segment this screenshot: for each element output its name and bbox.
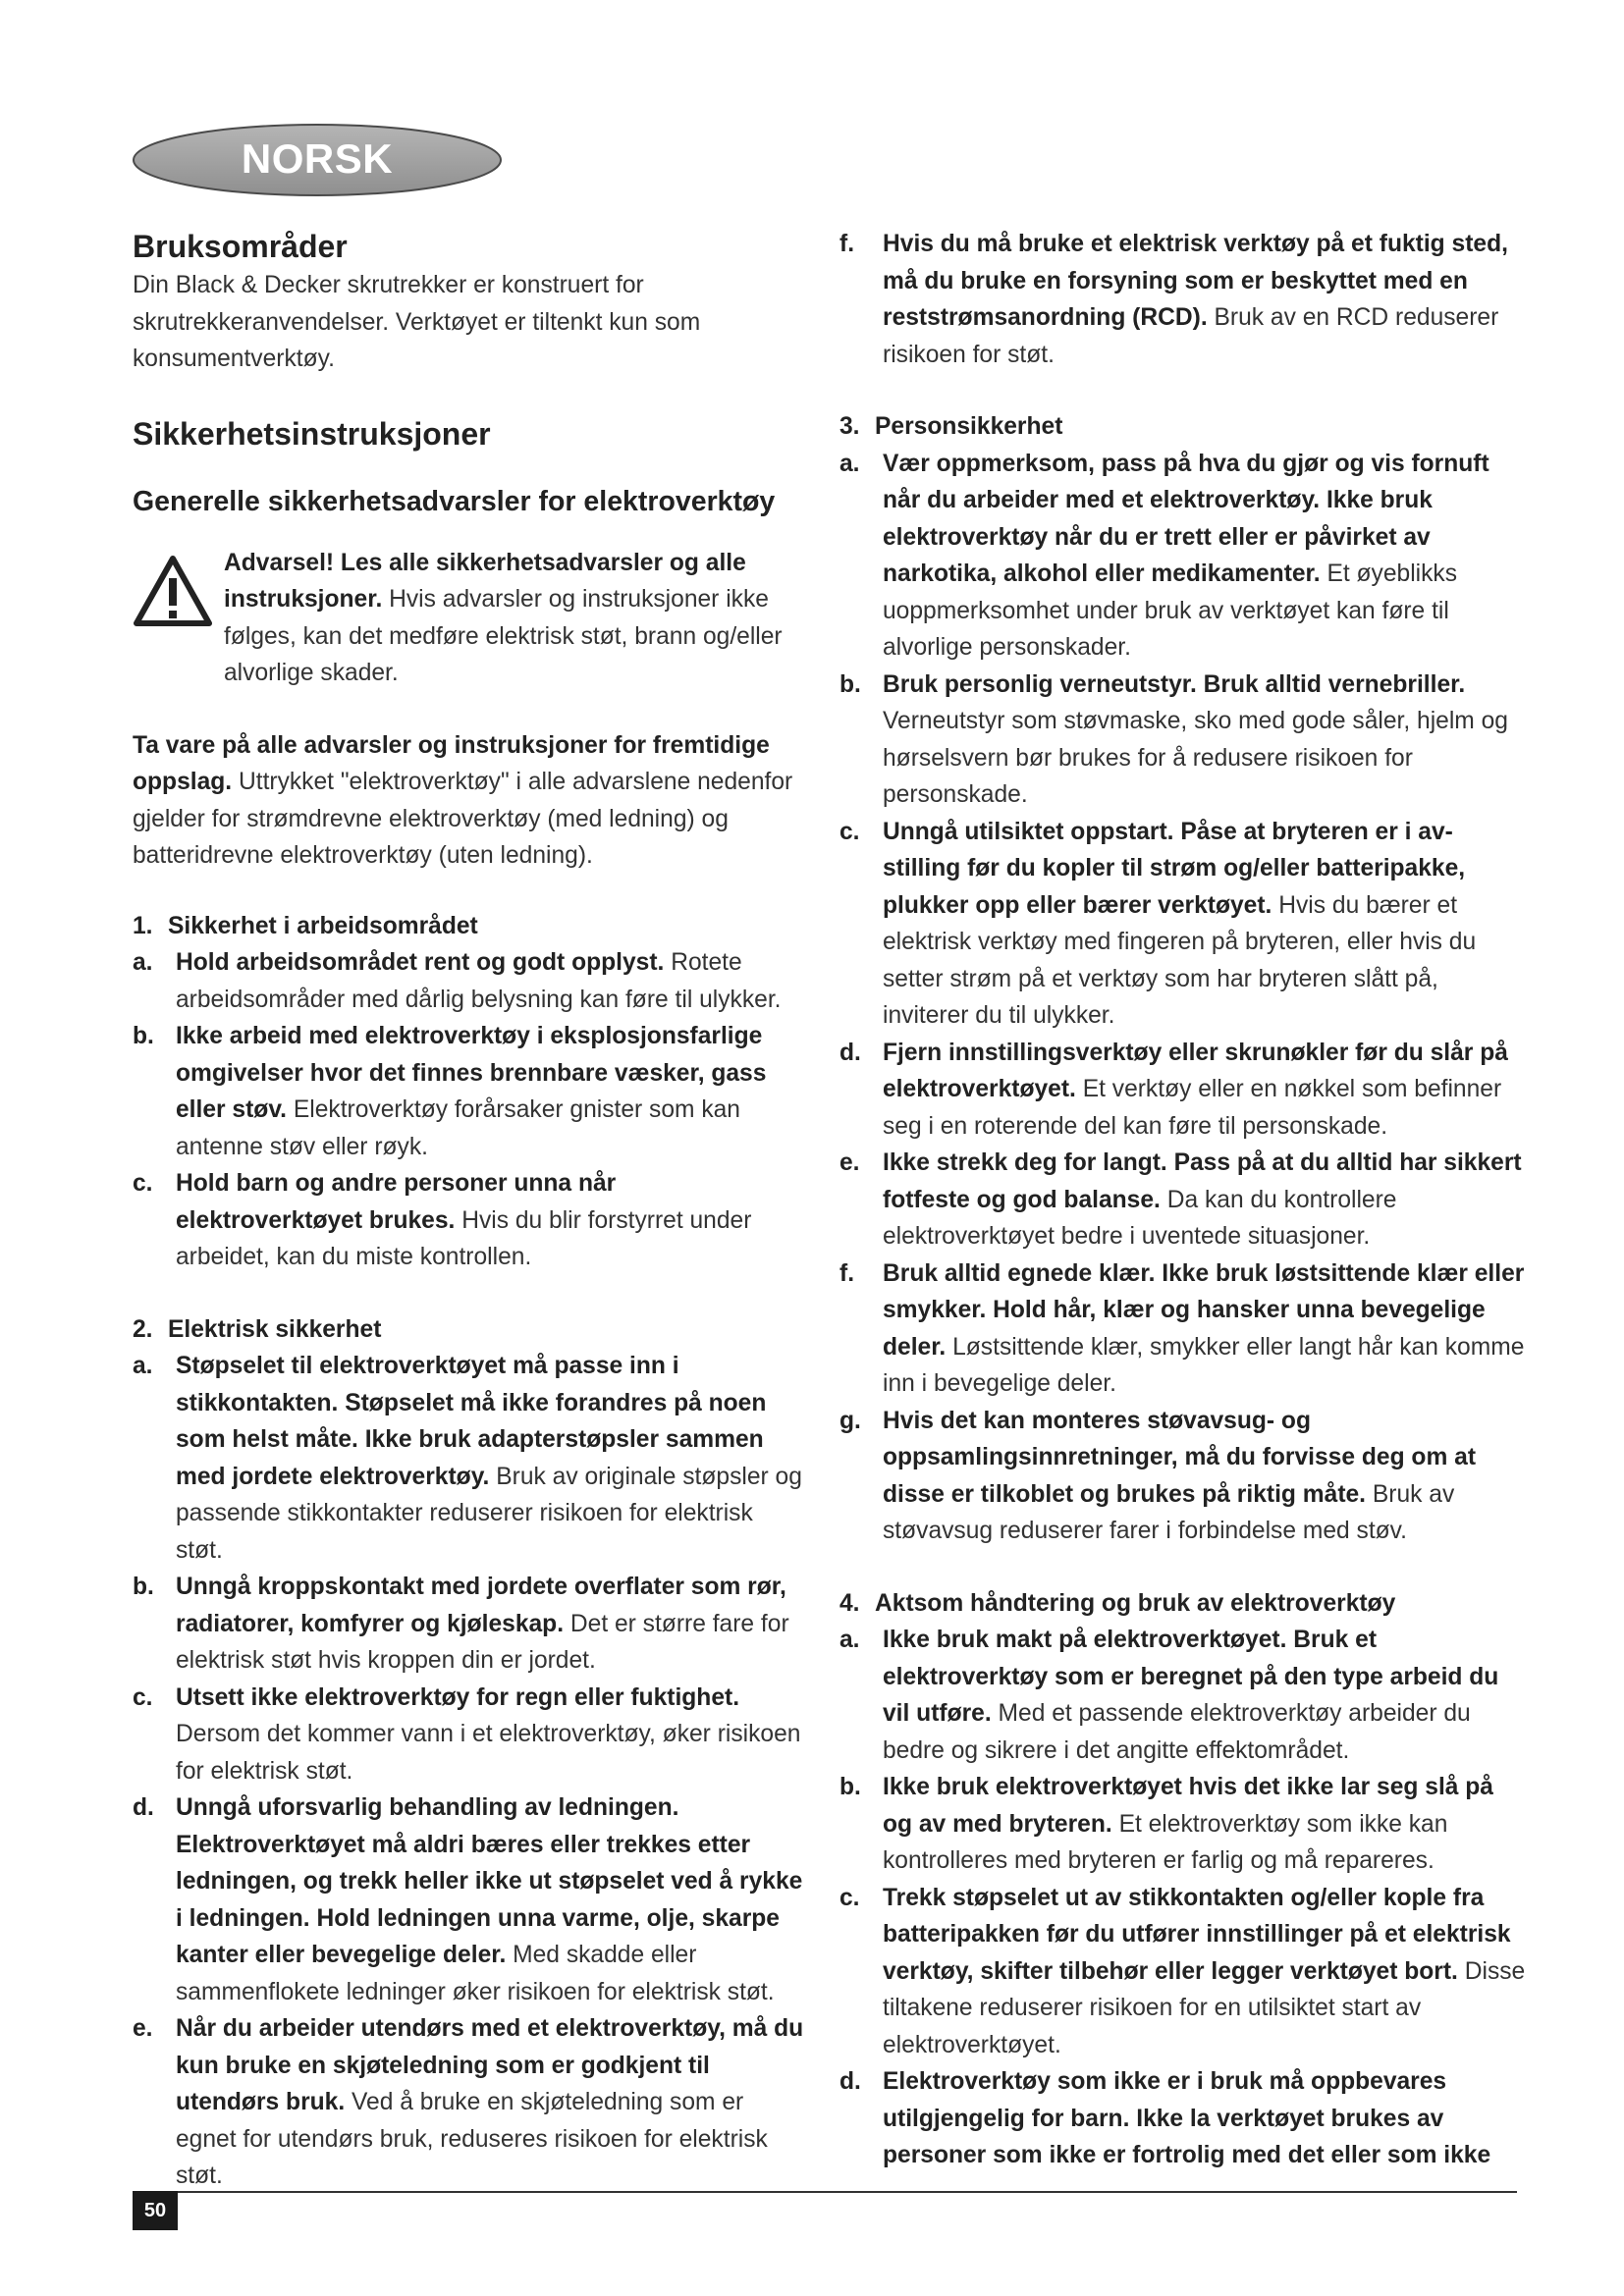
warning-bold: Advarsel! Les alle sikkerhetsadvarsler og alle instruksjoner. [224, 549, 746, 613]
item-bold-text: Hold barn og andre personer unna når elektroverktøyet brukes. [176, 1170, 617, 1234]
item-bold-text: Ikke bruk elektroverktøyet hvis det ikke lar seg slå på og av med bryteren. [883, 1774, 1493, 1838]
item-letter: b. [839, 1774, 861, 1800]
list-item [133, 1789, 805, 2010]
list-item [839, 1880, 1527, 2064]
item-letter: c. [133, 1170, 153, 1197]
item-bold-text: Unngå kroppskontakt med jordete overflater som rør, radiatorer, komfyrer og kjøleskap. [176, 1574, 786, 1637]
list-item [133, 944, 805, 1018]
item-letter: g. [839, 1407, 861, 1434]
item-letter: c. [839, 1884, 860, 1911]
section-4-heading: 4. Aktsom håndtering og bruk av elektroverktøy [839, 1589, 1396, 1617]
keep-bold: Ta vare på alle advarsler og instruksjoner for fremtidige oppslag. [133, 731, 770, 795]
item-letter: a. [839, 450, 860, 477]
list-item [133, 1018, 805, 1165]
item-bold-text: Hvis du må bruke et elektrisk verktøy på et fuktig sted, må du bruke en forsyning som er beskyttet med en reststrømsanordning (RCD). [883, 231, 1508, 331]
list-item [839, 2063, 1527, 2174]
item-bold-text: Unngå uforsvarlig behandling av ledningen. Elektroverktøyet må aldri bæres eller trekkes etter ledningen, og trekk heller ikke ut støpselet ved å rykke i ledningen. Hold ledningen unna varme, olje, skarpe kanter eller bevegelige deler. [176, 1794, 803, 1968]
section-1-heading: 1. Sikkerhet i arbeidsområdet [133, 912, 478, 939]
item-bold-text: Hvis det kan monteres støvavsug- og oppsamlingsinnretninger, må du forvisse deg om at disse er tilkoblet og brukes på riktig måte. [883, 1407, 1477, 1508]
item-bold-text: Når du arbeider utendørs med et elektroverktøy, må du kun bruke en skjøteledning som er godkjent til utendørs bruk. [176, 2015, 804, 2115]
item-text: Med et passende elektroverktøy arbeider du bedre og sikrere i det angitte effektområdet. [883, 1700, 1471, 1764]
page-number: 50 [133, 2191, 178, 2230]
item-text: Et verktøy eller en nøkkel som befinner seg i en roterende del kan føre til personskade. [883, 1076, 1502, 1140]
item-text: Bruk av støvavsug reduserer farer i forbindelse med støv. [883, 1480, 1455, 1544]
item-bold-text: Bruk alltid egnede klær. Ikke bruk løstsittende klær eller smykker. Hold hår, klær og hansker unna bevegelige deler. [883, 1259, 1525, 1361]
item-text: Hvis du bærer et elektrisk verktøy med fingeren på bryteren, eller hvis du setter strøm på et verktøy som har bryteren slått på, inviterer du til ulykker. [883, 891, 1477, 1029]
item-letter: d. [133, 1794, 154, 1821]
list-item [839, 667, 1527, 814]
item-text: Da kan du kontrollere elektroverktøyet bedre i uventede situasjoner. [883, 1186, 1397, 1250]
footer-rule [133, 2191, 1517, 2193]
item-letter: a. [133, 949, 153, 976]
list-item [133, 1680, 805, 1790]
item-letter: c. [839, 818, 860, 845]
item-bold-text: Elektroverktøy som ikke er i bruk må oppbevares utilgjengelig for barn. Ikke la verktøyet brukes av personer som ikke er fortrolig med det eller som ikke [883, 2068, 1491, 2168]
bruk-text: Din Black & Decker skrutrekker er konstruert for skrutrekkeranvendelser. Verktøyet er tiltenkt kun som konsumentverktøy. [133, 272, 701, 372]
item-letter: c. [133, 1683, 153, 1711]
item-text: Et øyeblikks uoppmerksomhet under bruk av verktøyet kan føre til alvorlige personskader. [883, 561, 1458, 661]
right-column [839, 226, 1527, 2174]
list-item [133, 1348, 805, 1569]
item-text: Ved å bruke en skjøteledning som er egnet for utendørs bruk, reduseres risikoen for elektrisk støt. [176, 2089, 768, 2189]
item-letter: b. [839, 670, 861, 698]
item-text: Det er større fare for elektrisk støt hvis kroppen din er jordet. [176, 1610, 789, 1674]
list-item [133, 1165, 805, 1276]
keep-paragraph [133, 727, 805, 875]
item-letter: e. [133, 2015, 153, 2042]
section-3-heading: 3. Personsikkerhet [839, 413, 1063, 440]
list-item [839, 1255, 1527, 1403]
item-bold-text: Utsett ikke elektroverktøy for regn eller fuktighet. [176, 1683, 740, 1711]
warning-text: Hvis advarsler og instruksjoner ikke følges, kan det medføre elektrisk støt, brann og/eller alvorlige skader. [224, 586, 783, 686]
item-bold-text: Vær oppmerksom, pass på hva du gjør og vis fornuft når du arbeider med et elektroverktøy. Ikke bruk elektroverktøy når du er trett eller er påvirket av narkotika, alkohol eller medikamenter. [883, 450, 1489, 587]
heading-generelle: Generelle sikkerhetsadvarsler for elektroverktøy [133, 485, 776, 517]
warning-block [133, 545, 805, 692]
list-item-f [839, 226, 1527, 373]
item-bold-text: Ikke arbeid med elektroverktøy i eksplosjonsfarlige omgivelser hvor det finnes brennbare væsker, gass eller støv. [176, 1023, 767, 1123]
keep-text: Uttrykket "elektroverktøy" i alle advarslene nedenfor gjelder for strømdrevne elektroverktøy (med ledning) og batteridrevne elektroverktøy (uten ledning). [133, 769, 793, 869]
list-item [839, 1403, 1527, 1550]
list-item [839, 446, 1527, 667]
heading-sikkerhet: Sikkerhetsinstruksjoner [133, 415, 491, 452]
item-bold-text: Hold arbeidsområdet rent og godt opplyst. [176, 949, 665, 976]
item-bold-text: Unngå utilsiktet oppstart. Påse at bryteren er i av-stilling før du kopler til strøm og/eller batteripakke, plukker opp eller bærer verktøyet. [883, 818, 1466, 919]
item-letter: b. [133, 1023, 154, 1049]
item-bold-text: Støpselet til elektroverktøyet må passe inn i stikkontakten. Støpselet må ikke forandres på noen som helst måte. Ikke bruk adapterstøpsler sammen med jordete elektroverktøy. [176, 1353, 767, 1490]
item-letter: a. [133, 1353, 153, 1379]
list-item [839, 1622, 1527, 1769]
item-bold-text: Fjern innstillingsverktøy eller skrunøkler før du slår på elektroverktøyet. [883, 1039, 1508, 1102]
list-item [133, 2010, 805, 2195]
list-item [839, 1035, 1527, 1146]
item-text: Dersom det kommer vann i et elektroverktøy, øker risikoen for elektrisk støt. [176, 1721, 801, 1785]
item-letter: b. [133, 1574, 154, 1600]
item-letter: f. [839, 1259, 855, 1287]
warning-triangle-icon [133, 555, 213, 627]
item-text: Hvis du blir forstyrret under arbeidet, kan du miste kontrollen. [176, 1206, 752, 1270]
heading-bruksomrader: Bruksområder [133, 229, 348, 264]
item-letter: d. [839, 2068, 861, 2095]
item-text: Bruk av en RCD reduserer risikoen for støt. [883, 304, 1499, 368]
item-text: Løstsittende klær, smykker eller langt hår kan komme inn i bevegelige deler. [883, 1333, 1525, 1397]
item-text: Verneutstyr som støvmaske, sko med gode såler, hjelm og hørselsvern bør brukes for å redusere risikoen for personskade. [883, 708, 1508, 808]
item-bold-text: Ikke strekk deg for langt. Pass på at du alltid har sikkert fotfeste og god balanse. [883, 1149, 1522, 1213]
item-text: Elektroverktøy forårsaker gnister som kan antenne støv eller røyk. [176, 1096, 740, 1160]
left-column [133, 226, 805, 2195]
item-letter: d. [839, 1039, 861, 1066]
list-item [839, 1145, 1527, 1255]
item-text: Et elektroverktøy som ikke kan kontrolleres med bryteren er farlig og må repareres. [883, 1810, 1448, 1874]
list-item [839, 1769, 1527, 1880]
item-bold-text: Bruk personlig verneutstyr. Bruk alltid vernebriller. [883, 670, 1466, 698]
list-item [133, 1569, 805, 1680]
list-item [839, 814, 1527, 1035]
item-letter: a. [839, 1627, 860, 1653]
item-bold-text: Trekk støpselet ut av stikkontakten og/eller kople fra batteripakken før du utfører innstillinger på et elektrisk verktøy, skifter tilbehør eller legger verktøyet bort. [883, 1884, 1511, 1985]
item-letter: f. [839, 231, 855, 257]
item-text: Disse tiltakene reduserer risikoen for en utilsiktet start av elektroverktøyet. [883, 1957, 1526, 2058]
item-bold-text: Ikke bruk makt på elektroverktøyet. Bruk et elektroverktøy som er beregnet på den type arbeid du vil utføre. [883, 1627, 1499, 1727]
item-text: Bruk av originale støpsler og passende stikkontakter reduserer risikoen for elektrisk støt. [176, 1463, 802, 1564]
item-text: Med skadde eller sammenflokete ledninger øker risikoen for elektrisk støt. [176, 1942, 775, 2005]
language-badge [131, 122, 504, 198]
item-letter: e. [839, 1149, 860, 1176]
section-2-heading: 2. Elektrisk sikkerhet [133, 1315, 382, 1343]
language-badge-label: NORSK [241, 135, 394, 182]
item-text: Rotete arbeidsområder med dårlig belysning kan føre til ulykker. [176, 949, 782, 1013]
